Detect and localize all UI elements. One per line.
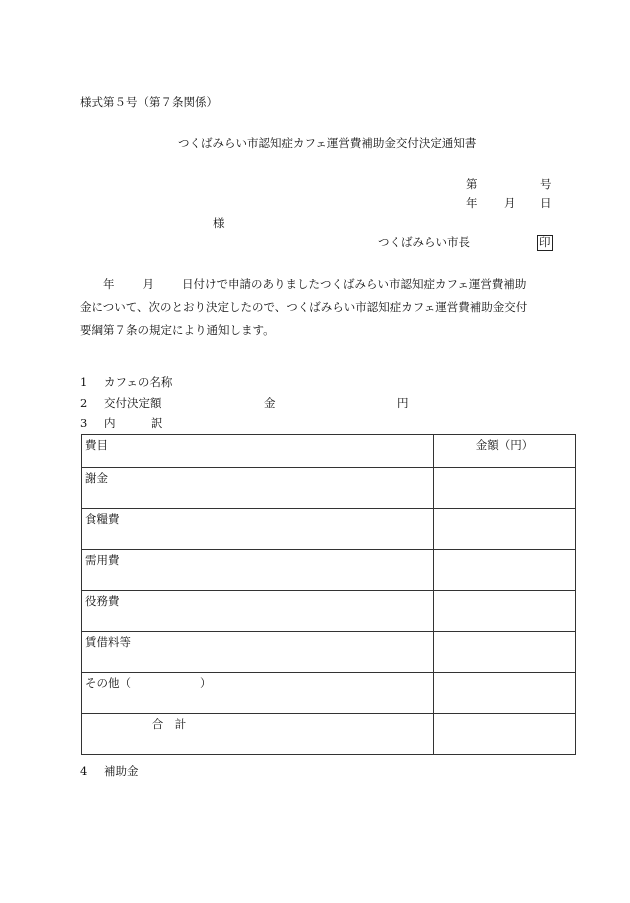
item-3-label-a: 内 (104, 416, 116, 430)
row-amount[interactable] (434, 632, 576, 673)
addressee-suffix: 様 (213, 216, 225, 230)
row-amount[interactable] (434, 550, 576, 591)
paragraph-line-2: 金について、次のとおり決定したので、つくばみらい市認知症カフェ運営費補助金交付 (80, 300, 528, 314)
form-number: 様式第５号（第７条関係） (80, 95, 218, 109)
row-amount[interactable] (434, 673, 576, 714)
item-2-number: 2 (80, 396, 88, 410)
document-title: つくばみらい市認知症カフェ運営費補助金交付決定通知書 (178, 136, 477, 150)
doc-no-prefix: 第 (466, 177, 478, 191)
header-item: 費目 (82, 435, 434, 468)
row-label: 需用費 (82, 550, 434, 591)
item-4-label: 補助金 (104, 764, 139, 778)
header-amount: 金額（円） (434, 435, 576, 468)
row-label: 謝金 (82, 468, 434, 509)
seal-mark: 印 (539, 235, 551, 249)
row-label: 賃借料等 (82, 632, 434, 673)
table-total-row (82, 714, 576, 755)
row-amount[interactable] (434, 509, 576, 550)
doc-no-suffix: 号 (540, 177, 552, 191)
item-4-number: 4 (80, 764, 88, 778)
issuer-name: つくばみらい市長 (378, 235, 470, 249)
item-1-number: 1 (80, 375, 88, 389)
blank-year: 年 (103, 277, 115, 291)
table-row (82, 509, 576, 550)
date-year: 年 (466, 196, 478, 210)
table-row (82, 673, 576, 714)
row-amount[interactable] (434, 591, 576, 632)
total-label: 合 計 (82, 714, 434, 755)
table-header-row (82, 435, 576, 468)
date-month: 月 (504, 196, 516, 210)
row-label: 食糧費 (82, 509, 434, 550)
table-row (82, 591, 576, 632)
item-3-number: 3 (80, 416, 88, 430)
item-2-kin: 金 (264, 396, 276, 410)
row-label: 役務費 (82, 591, 434, 632)
item-2-yen: 円 (397, 396, 409, 410)
item-1-label: カフェの名称 (104, 375, 173, 389)
table-row (82, 632, 576, 673)
paragraph-line-3: 要綱第７条の規定により通知します。 (80, 323, 275, 337)
item-2-label: 交付決定額 (104, 396, 162, 410)
row-amount[interactable] (434, 468, 576, 509)
blank-month: 月 (142, 277, 154, 291)
table-row (82, 550, 576, 591)
notice-paragraph (80, 273, 556, 342)
date-day: 日 (540, 196, 552, 210)
breakdown-table (81, 434, 576, 755)
total-amount[interactable] (434, 714, 576, 755)
item-3-label-b: 訳 (151, 416, 163, 430)
table-row (82, 468, 576, 509)
row-label: その他（ ） (82, 673, 434, 714)
paragraph-line-1: 年 月 日付けで申請のありましたつくばみらい市認知症カフェ運営費補助 (103, 277, 527, 291)
